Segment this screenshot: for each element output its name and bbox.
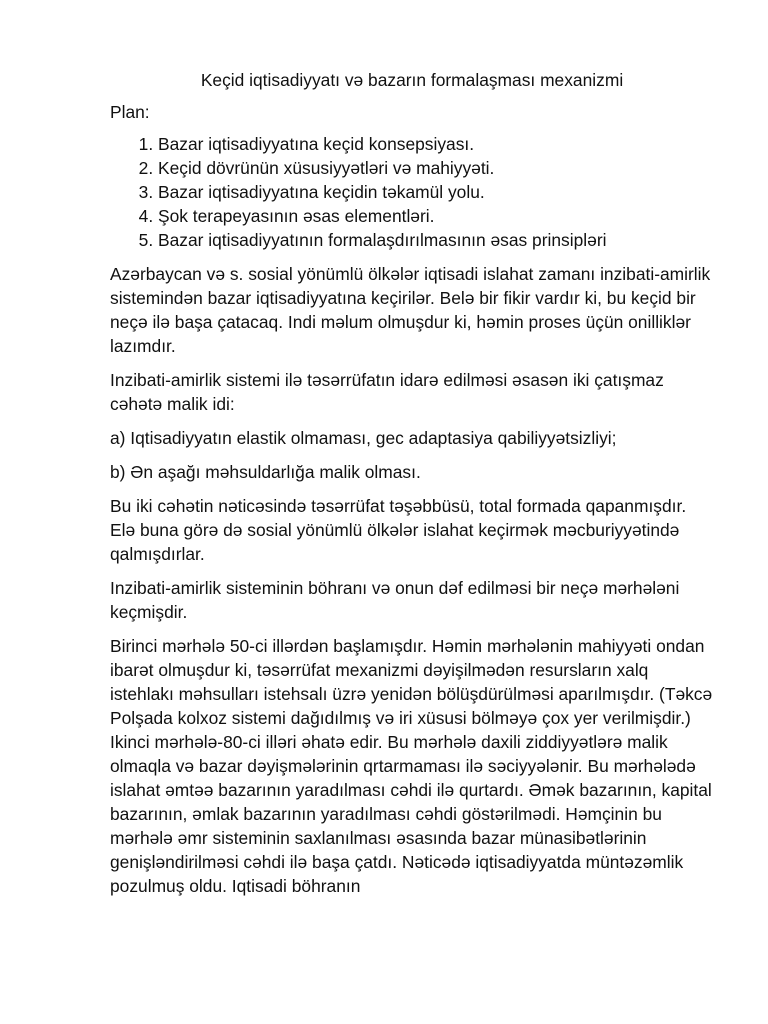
paragraph: Inzibati-amirlik sistemi ilə təsərrüfatın idarə edilməsi əsasən iki çatışmaz cəhətə malik idi: [110,370,664,414]
paragraph: Birinci mərhələ 50-ci illərdən başlamışdır. Həmin mərhələnin mahiyyəti ondan ibarət olmuşdur ki, təsərrüfat mexanizmi dəyişilmədən resursların xalq istehlakı məhsulları istehsalı üzrə yenidən bölüşdürülməsi aparılmışdır. (Təkcə Polşada kolxoz sistemi dağıdılmış və iri xüsusi bölməyə çox yer verilmişdir.) [110,636,713,728]
plan-item: 4. Şok terapeyasının əsas elementləri. [158,204,714,228]
paragraph: Ikinci mərhələ-80-ci illəri əhatə edir. Bu mərhələ daxili ziddiyyətlərə malik olmaqla və bazar dəyişmələrinin qrtarmaması ilə səciyyələnir. Bu mərhələdə islahat əmtəə bazarının yaradılması cəhdi ilə qurtardı. Əmək bazarının, kapital bazarının, əmlak bazarının yaradılması cəhdi göstərilmədi. Həmçinin bu mərhələ əmr sisteminin saxlanılması əsasında bazar münasibətlərinin genişləndirilməsi cəhdi ilə başa çatdı. Nəticədə iqtisadiyyatda müntəzəmlik pozulmuş oldu. Iqtisadi böhranın [110,732,712,896]
plan-item: 1. Bazar iqtisadiyyatına keçid konsepsiyası. [158,132,714,156]
document-page [110,68,714,898]
plan-item: 3. Bazar iqtisadiyyatına keçidin təkamül yolu. [158,180,714,204]
paragraph: a) Iqtisadiyyatın elastik olmaması, gec adaptasiya qabiliyyətsizliyi; [110,428,617,448]
paragraph: b) Ən aşağı məhsuldarlığa malik olması. [110,462,421,482]
plan-item: 2. Keçid dövrünün xüsusiyyətləri və mahiyyəti. [158,156,714,180]
plan-label: Plan: [110,102,150,122]
paragraph: Inzibati-amirlik sisteminin böhranı və onun dəf edilməsi bir neçə mərhələni keçmişdir. [110,578,680,622]
paragraph: Bu iki cəhətin nəticəsində təsərrüfat təşəbbüsü, total formada qapanmışdır. Elə buna görə də sosial yönümlü ölkələr islahat keçirmək məcburiyyətində qalmışdırlar. [110,496,687,564]
plan-item: 5. Bazar iqtisadiyyatının formalaşdırılmasının əsas prinsipləri [158,228,714,252]
plan-list [110,132,714,252]
document-title: Keçid iqtisadiyyatı və bazarın formalaşması mexanizmi [200,70,624,90]
paragraph: Azərbaycan və s. sosial yönümlü ölkələr iqtisadi islahat zamanı inzibati-amirlik sistemindən bazar iqtisadiyyatına keçirilər. Belə bir fikir vardır ki, bu keçid bir neçə ilə başa çatacaq. Indi məlum olmuşdur ki, həmin proses üçün onilliklər lazımdır. [110,264,711,356]
